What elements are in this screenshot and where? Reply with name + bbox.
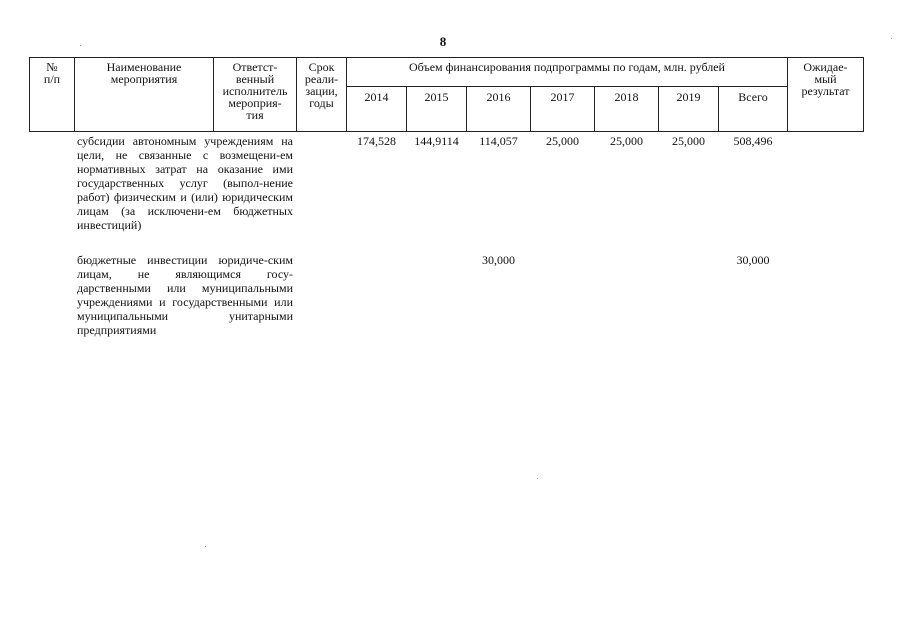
scan-speck <box>80 45 81 46</box>
scan-speck <box>537 478 538 479</box>
table-cell-value: 174,528 <box>357 134 396 148</box>
table-cell-value: 25,000 <box>610 134 643 148</box>
header-result: Ожидае- мый результат <box>801 60 850 98</box>
year-row-border <box>346 86 788 87</box>
table-cell-value: 25,000 <box>546 134 579 148</box>
year-header: 2019 <box>676 90 701 104</box>
table-cell-value: 144,9114 <box>414 134 459 148</box>
total-header: Всего <box>738 90 768 104</box>
year-header: 2017 <box>550 90 575 104</box>
year-header: 2015 <box>424 90 449 104</box>
header-financing: Объем финансирования подпрограммы по годам, млн. рублей <box>409 60 725 74</box>
header-responsible: Ответст- венный исполнитель мероприя- тия <box>222 60 288 122</box>
table-cell-total: 508,496 <box>733 134 773 148</box>
year-header: 2018 <box>614 90 639 104</box>
table-cell-value: 25,000 <box>672 134 705 148</box>
table-row-description: субсидии автономным учреждениям на цели, не связанные с возмещени-ем нормативных затрат на оказание ими государственных услуг (выпол-нение работ) физическим и (или) юридическим лицам (за исключени-ем бюджетных инвестиций) <box>77 134 293 232</box>
scan-speck <box>891 38 892 39</box>
table-top-border <box>29 57 864 58</box>
page-number: 8 <box>439 34 447 49</box>
table-header-bottom-border <box>29 131 864 132</box>
table-cell-value: 30,000 <box>482 253 515 267</box>
column-border <box>863 57 864 132</box>
header-term: Срок реали- зации, годы <box>304 60 339 110</box>
table-row-description: бюджетные инвестиции юридиче-ским лицам, не являющимся госу-дарственными или муниципальными учреждениями и государственными или муниципальными унитарными предприятиями <box>77 253 293 337</box>
header-name: Наименование мероприятия <box>106 60 182 86</box>
year-header: 2014 <box>364 90 389 104</box>
table-cell-value: 114,057 <box>479 134 518 148</box>
header-num: № п/п <box>43 60 61 86</box>
year-header: 2016 <box>486 90 511 104</box>
table-cell-total: 30,000 <box>736 253 770 267</box>
scan-speck <box>205 546 206 547</box>
